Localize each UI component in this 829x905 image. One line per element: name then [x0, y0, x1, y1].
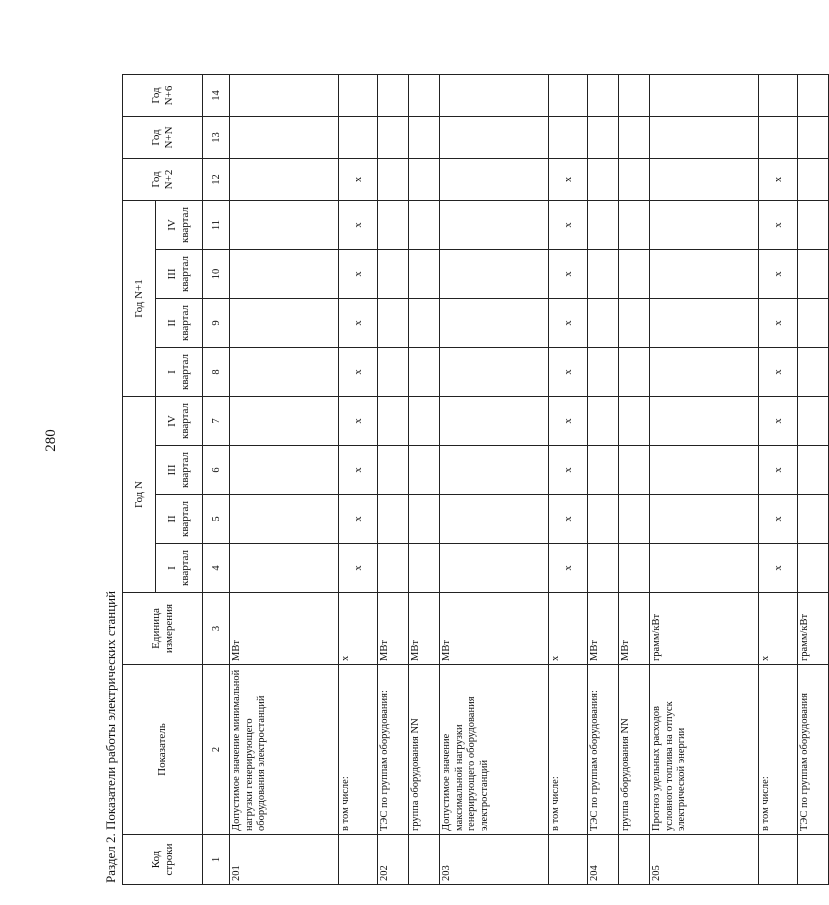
row-value-cell: [619, 348, 650, 397]
row-value-cell: [588, 544, 619, 593]
header-year-n2: Год N+2: [123, 158, 203, 200]
row-value-cell: [339, 116, 378, 158]
row-value-cell: x: [759, 446, 798, 495]
row-value-cell: [230, 74, 339, 116]
row-value-cell: [588, 200, 619, 249]
row-value-cell: [440, 200, 549, 249]
row-value-cell: x: [759, 158, 798, 200]
column-number: 8: [203, 348, 230, 397]
row-value-cell: [588, 250, 619, 299]
row-code: 202: [378, 835, 409, 885]
row-unit: МВт: [230, 593, 339, 665]
row-value-cell: [409, 495, 440, 544]
row-value-cell: x: [549, 250, 588, 299]
header-quarter: IV квартал: [156, 397, 203, 446]
row-value-cell: [798, 74, 829, 116]
row-unit: x: [549, 593, 588, 665]
row-value-cell: x: [549, 299, 588, 348]
row-value-cell: [588, 397, 619, 446]
table-row: [230, 74, 339, 884]
section-title: Раздел 2. Показатели работы электрических станций: [103, 590, 118, 883]
row-value-cell: [619, 158, 650, 200]
row-code: [798, 835, 829, 885]
row-value-cell: [619, 250, 650, 299]
row-value-cell: [230, 299, 339, 348]
row-value-cell: [230, 544, 339, 593]
row-value-cell: x: [339, 250, 378, 299]
column-number: 7: [203, 397, 230, 446]
row-value-cell: [378, 397, 409, 446]
row-value-cell: [619, 299, 650, 348]
row-value-cell: [230, 348, 339, 397]
header-quarter: I квартал: [156, 348, 203, 397]
row-indicator: ТЭС по группам оборудования:: [588, 665, 619, 835]
header-quarter: III квартал: [156, 446, 203, 495]
table-row: [378, 74, 409, 884]
row-value-cell: [798, 397, 829, 446]
table-row: [650, 74, 759, 884]
table-row: [440, 74, 549, 884]
row-value-cell: [588, 495, 619, 544]
row-unit: x: [759, 593, 798, 665]
row-unit: грамм/кВт: [798, 593, 829, 665]
row-value-cell: [230, 158, 339, 200]
row-value-cell: [650, 250, 759, 299]
row-value-cell: [549, 74, 588, 116]
row-value-cell: x: [549, 446, 588, 495]
header-quarter: IV квартал: [156, 200, 203, 249]
row-value-cell: [230, 397, 339, 446]
row-value-cell: [650, 116, 759, 158]
row-value-cell: [378, 544, 409, 593]
row-unit: МВт: [378, 593, 409, 665]
page-number: 280: [42, 429, 59, 452]
row-value-cell: [378, 446, 409, 495]
row-value-cell: [440, 158, 549, 200]
row-value-cell: x: [759, 250, 798, 299]
row-value-cell: x: [759, 200, 798, 249]
row-value-cell: [409, 446, 440, 495]
row-value-cell: [588, 446, 619, 495]
row-value-cell: [798, 158, 829, 200]
rotated-page-content: [100, 85, 810, 885]
table-row: [759, 74, 798, 884]
row-value-cell: x: [339, 299, 378, 348]
row-value-cell: x: [339, 348, 378, 397]
row-value-cell: x: [759, 299, 798, 348]
column-number: 1: [203, 835, 230, 885]
row-value-cell: x: [339, 158, 378, 200]
table-row: [339, 74, 378, 884]
row-value-cell: x: [339, 446, 378, 495]
row-indicator: Допустимое значение максимальной нагрузки генерирующего оборудования электростанций: [440, 665, 549, 835]
row-value-cell: [588, 299, 619, 348]
row-value-cell: x: [549, 348, 588, 397]
row-value-cell: [440, 116, 549, 158]
row-value-cell: [798, 446, 829, 495]
row-value-cell: [378, 74, 409, 116]
row-value-cell: x: [339, 495, 378, 544]
header-year-n6: Год N+6: [123, 74, 203, 116]
row-value-cell: [619, 495, 650, 544]
row-value-cell: [650, 74, 759, 116]
table-row: [798, 74, 829, 884]
row-value-cell: [619, 397, 650, 446]
row-value-cell: [650, 299, 759, 348]
row-value-cell: [759, 74, 798, 116]
row-value-cell: [440, 250, 549, 299]
row-indicator: Прогноз удельных расходов условного топлива на отпуск электрической энергии: [650, 665, 759, 835]
row-value-cell: x: [759, 544, 798, 593]
row-value-cell: [409, 250, 440, 299]
row-code: [339, 835, 378, 885]
row-indicator: Допустимое значение минимальной нагрузки генерирующего оборудования электростанций: [230, 665, 339, 835]
column-number: 2: [203, 665, 230, 835]
row-indicator: в том числе:: [549, 665, 588, 835]
row-value-cell: [619, 116, 650, 158]
row-value-cell: [619, 200, 650, 249]
table-row: [549, 74, 588, 884]
row-value-cell: [440, 495, 549, 544]
header-quarter: II квартал: [156, 495, 203, 544]
row-value-cell: [440, 348, 549, 397]
row-code: [619, 835, 650, 885]
row-value-cell: [650, 544, 759, 593]
column-number: 6: [203, 446, 230, 495]
column-number: 5: [203, 495, 230, 544]
header-quarter: I квартал: [156, 544, 203, 593]
row-value-cell: [588, 74, 619, 116]
column-number: 14: [203, 74, 230, 116]
row-indicator: ТЭС по группам оборудования: [798, 665, 829, 835]
row-value-cell: x: [339, 544, 378, 593]
row-value-cell: [339, 74, 378, 116]
row-value-cell: [588, 158, 619, 200]
row-indicator: группа оборудования NN: [619, 665, 650, 835]
row-value-cell: [549, 116, 588, 158]
column-number-row: [203, 74, 230, 884]
row-indicator: в том числе:: [759, 665, 798, 835]
row-value-cell: [378, 495, 409, 544]
row-unit: МВт: [588, 593, 619, 665]
row-value-cell: [798, 200, 829, 249]
table-row: [409, 74, 440, 884]
row-value-cell: [619, 446, 650, 495]
row-value-cell: [409, 74, 440, 116]
row-indicator: группа оборудования NN: [409, 665, 440, 835]
row-value-cell: [230, 250, 339, 299]
row-indicator: в том числе:: [339, 665, 378, 835]
row-value-cell: x: [549, 397, 588, 446]
column-number: 12: [203, 158, 230, 200]
row-code: [759, 835, 798, 885]
row-value-cell: [440, 446, 549, 495]
row-code: [549, 835, 588, 885]
column-number: 10: [203, 250, 230, 299]
row-unit: МВт: [409, 593, 440, 665]
column-number: 3: [203, 593, 230, 665]
row-value-cell: [409, 200, 440, 249]
row-value-cell: x: [549, 200, 588, 249]
row-value-cell: [619, 544, 650, 593]
row-value-cell: [798, 495, 829, 544]
row-value-cell: [798, 250, 829, 299]
row-indicator: ТЭС по группам оборудования:: [378, 665, 409, 835]
row-value-cell: [650, 348, 759, 397]
row-value-cell: [650, 200, 759, 249]
row-value-cell: [798, 348, 829, 397]
row-value-cell: x: [759, 495, 798, 544]
header-year-n: Год N: [123, 397, 156, 593]
header-quarter: II квартал: [156, 299, 203, 348]
row-value-cell: [378, 200, 409, 249]
row-value-cell: [440, 74, 549, 116]
row-value-cell: [650, 397, 759, 446]
row-value-cell: [440, 544, 549, 593]
row-unit: МВт: [619, 593, 650, 665]
row-value-cell: [378, 348, 409, 397]
row-value-cell: [409, 299, 440, 348]
row-value-cell: x: [759, 348, 798, 397]
row-value-cell: [798, 544, 829, 593]
row-value-cell: [798, 116, 829, 158]
row-value-cell: x: [759, 397, 798, 446]
column-number: 11: [203, 200, 230, 249]
column-number: 9: [203, 299, 230, 348]
row-value-cell: [409, 397, 440, 446]
table-row: [619, 74, 650, 884]
row-value-cell: [588, 348, 619, 397]
row-value-cell: [230, 116, 339, 158]
row-value-cell: x: [549, 158, 588, 200]
row-code: [409, 835, 440, 885]
header-unit: Единица измерения: [123, 593, 203, 665]
column-number: 13: [203, 116, 230, 158]
row-value-cell: [230, 495, 339, 544]
row-value-cell: x: [339, 397, 378, 446]
row-value-cell: [440, 397, 549, 446]
row-value-cell: [378, 299, 409, 348]
row-unit: грамм/кВт: [650, 593, 759, 665]
row-value-cell: [650, 446, 759, 495]
row-value-cell: [378, 250, 409, 299]
header-year-n1: Год N+1: [123, 200, 156, 396]
row-value-cell: [650, 158, 759, 200]
stations-table: [122, 74, 829, 885]
column-number: 4: [203, 544, 230, 593]
header-code: Код строки: [123, 835, 203, 885]
header-indicator: Показатель: [123, 665, 203, 835]
row-value-cell: [588, 116, 619, 158]
row-value-cell: [650, 495, 759, 544]
row-value-cell: [378, 116, 409, 158]
row-code: 204: [588, 835, 619, 885]
row-value-cell: x: [549, 495, 588, 544]
row-value-cell: [440, 299, 549, 348]
row-unit: МВт: [440, 593, 549, 665]
row-value-cell: x: [549, 544, 588, 593]
row-code: 205: [650, 835, 759, 885]
header-year-nn: Год N+N: [123, 116, 203, 158]
row-value-cell: [409, 158, 440, 200]
row-value-cell: [409, 116, 440, 158]
row-value-cell: [409, 348, 440, 397]
table-row: [588, 74, 619, 884]
row-value-cell: [230, 446, 339, 495]
row-unit: x: [339, 593, 378, 665]
row-code: 201: [230, 835, 339, 885]
row-value-cell: [798, 299, 829, 348]
row-value-cell: [619, 74, 650, 116]
header-quarter: III квартал: [156, 250, 203, 299]
row-value-cell: [759, 116, 798, 158]
row-value-cell: [409, 544, 440, 593]
row-value-cell: x: [339, 200, 378, 249]
row-value-cell: [230, 200, 339, 249]
row-code: 203: [440, 835, 549, 885]
row-value-cell: [378, 158, 409, 200]
